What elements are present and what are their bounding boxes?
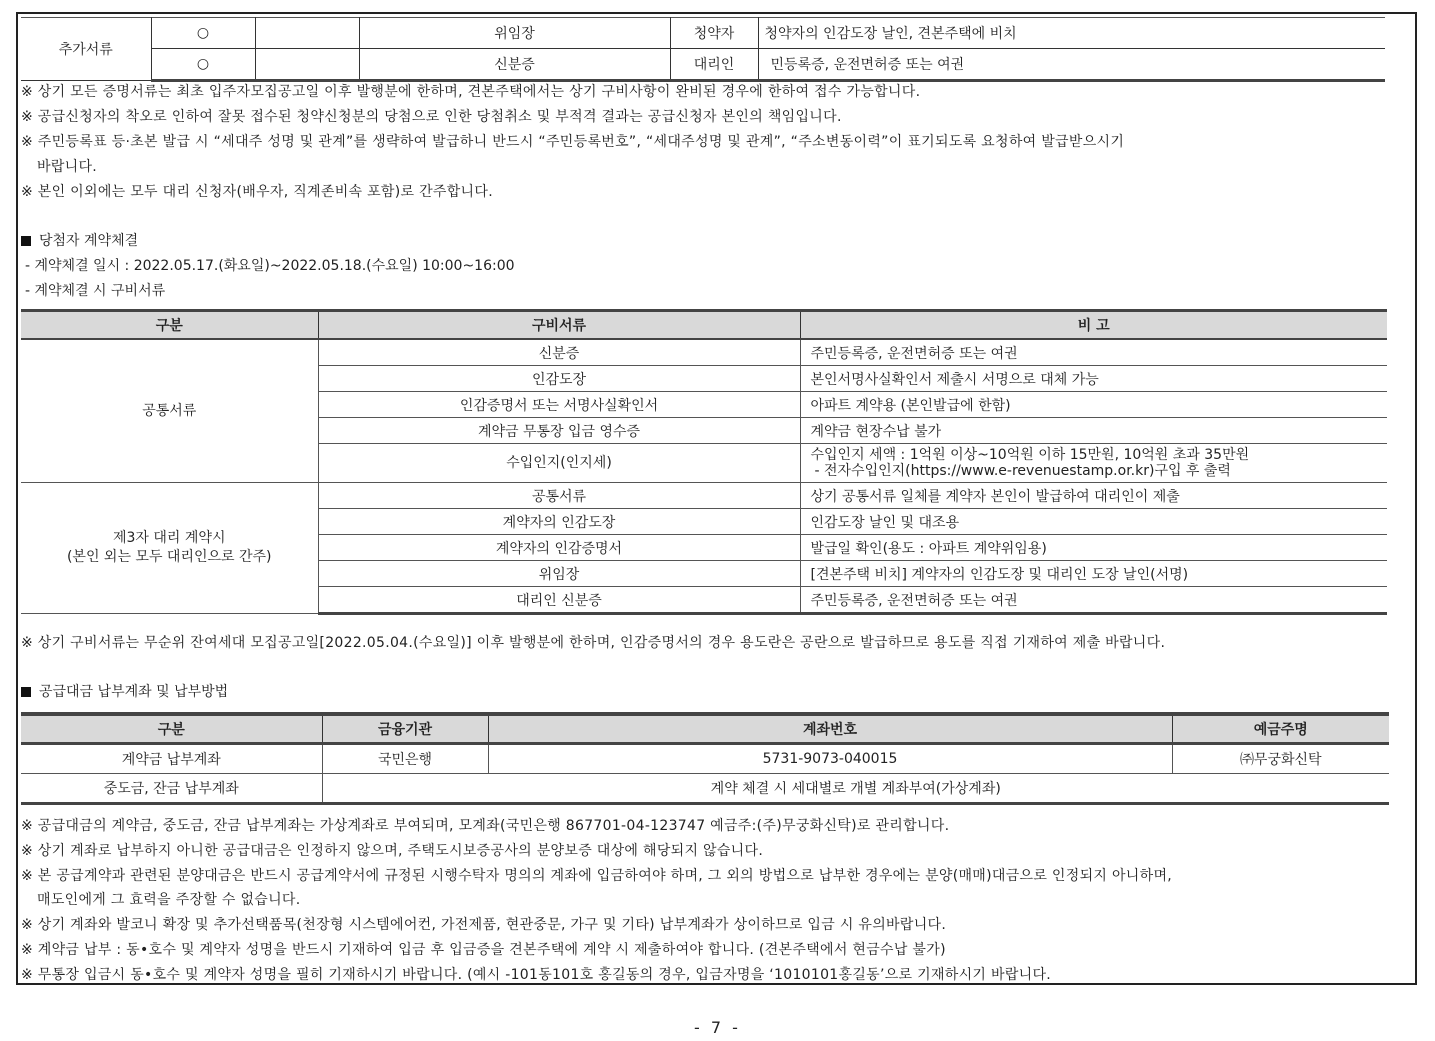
doc-remark: 아파트 계약용 (본인발급에 한함)	[800, 392, 1387, 418]
column-header: 구비서류	[318, 311, 800, 340]
category-cell: 추가서류	[21, 18, 151, 81]
check-mark: ○	[151, 49, 255, 81]
doc-remark: 인감도장 날인 및 대조용	[800, 509, 1387, 535]
doc-name: 계약금 무통장 입금 영수증	[318, 418, 800, 444]
column-header: 금융기관	[322, 714, 488, 744]
virtual-account-desc: 계약 체결 시 세대별로 개별 계좌부여(가상계좌)	[322, 774, 1389, 804]
applicant-type: 청약자	[670, 18, 758, 49]
e-stamp-line: - 전자수입인지(https://www.e-revenuestamp.or.kr)구입 후 출력	[814, 463, 1231, 479]
square-bullet-icon	[21, 236, 31, 246]
account-number: 5731-9073-040015	[488, 744, 1172, 774]
column-header: 계좌번호	[488, 714, 1172, 744]
additional-docs-table	[21, 17, 1385, 82]
doc-description: 청약자의 인감도장 날인, 견본주택에 비치	[758, 18, 1385, 49]
doc-name: 신분증	[359, 49, 670, 81]
table-header-row	[21, 311, 1387, 340]
note-line: ※ 계약금 납부 : 동•호수 및 계약자 성명을 반드시 기재하여 입금 후 입금증을 견본주택에 계약 시 제출하여야 합니다. (견본주택에서 현금수납 불가)	[21, 942, 946, 958]
doc-remark	[800, 444, 1387, 483]
column-header: 구분	[21, 311, 318, 340]
doc-name: 공통서류	[318, 483, 800, 509]
payment-type: 중도금, 잔금 납부계좌	[21, 774, 322, 804]
page-number: - 7 -	[694, 1018, 741, 1037]
column-header: 예금주명	[1172, 714, 1389, 744]
doc-remark: 주민등록증, 운전면허증 또는 여권	[800, 587, 1387, 614]
empty-cell	[255, 18, 359, 49]
table-row	[21, 744, 1389, 774]
doc-name: 대리인 신분증	[318, 587, 800, 614]
column-header: 비 고	[800, 311, 1387, 340]
table-row	[21, 18, 1385, 49]
empty-cell	[255, 49, 359, 81]
note-line: ※ 무통장 입금시 동•호수 및 계약자 성명을 필히 기재하시기 바랍니다. (예시 -101동101호 홍길동의 경우, 입금자명을 ‘1010101홍길동’으로 기재하시기 바랍니다.	[21, 967, 1052, 983]
group-proxy-contract: 제3자 대리 계약시 (본인 외는 모두 대리인으로 간주)	[21, 483, 318, 614]
square-bullet-icon	[21, 687, 31, 697]
column-header: 구분	[21, 714, 322, 744]
note-line: ※ 상기 계좌로 납부하지 아니한 공급대금은 인정하지 않으며, 주택도시보증공사의 분양보증 대상에 해당되지 않습니다.	[21, 843, 764, 859]
table-row	[21, 49, 1385, 81]
doc-remark: [견본주택 비치] 계약자의 인감도장 및 대리인 도장 날인(서명)	[800, 561, 1387, 587]
doc-name: 계약자의 인감증명서	[318, 535, 800, 561]
doc-remark: 계약금 현장수납 불가	[800, 418, 1387, 444]
required-docs-label: - 계약체결 시 구비서류	[25, 283, 166, 299]
note-line: ※ 주민등록표 등·초본 발급 시 “세대주 성명 및 관계”를 생략하여 발급하니 반드시 “주민등록번호”, “세대주성명 및 관계”, “주소변동이력”이 표기되도록 요청하여 발급받으시기	[21, 134, 1125, 150]
note-line: ※ 본 공급계약과 관련된 분양대금은 반드시 공급계약서에 규정된 시행수탁자 명의의 계좌에 입금하여야 하며, 그 외의 방법으로 납부한 경우에는 분양(매매)대금으로 인정되지 아니하며,	[21, 868, 1173, 884]
applicant-type: 대리인	[670, 49, 758, 81]
doc-name: 수입인지(인지세)	[318, 444, 800, 483]
doc-description: 민등록증, 운전면허증 또는 여권	[758, 49, 1385, 81]
table-row	[21, 339, 1387, 366]
note-line: 바랍니다.	[37, 159, 98, 175]
note-line: ※ 공급신청자의 착오로 인하여 잘못 접수된 청약신청분의 당첨으로 인한 당첨취소 및 부적격 결과는 공급신청자 본인의 책임입니다.	[21, 109, 842, 125]
note-line: ※ 상기 모든 증명서류는 최초 입주자모집공고일 이후 발행분에 한하며, 견본주택에서는 상기 구비사항이 완비된 경우에 한하여 접수 가능합니다.	[21, 84, 921, 100]
doc-name: 신분증	[318, 339, 800, 366]
check-mark: ○	[151, 18, 255, 49]
bank-name: 국민은행	[322, 744, 488, 774]
doc-remark: 상기 공통서류 일체를 계약자 본인이 발급하여 대리인이 제출	[800, 483, 1387, 509]
note-line: ※ 공급대금의 계약금, 중도금, 잔금 납부계좌는 가상계좌로 부여되며, 모계좌(국민은행 867701-04-123747 예금주:(주)무궁화신탁)로 관리합니다.	[21, 818, 950, 834]
account-holder: ㈜무궁화신탁	[1172, 744, 1389, 774]
payment-account-table	[21, 712, 1389, 805]
doc-remark: 발급일 확인(용도 : 아파트 계약위임용)	[800, 535, 1387, 561]
section-heading: 공급대금 납부계좌 및 납부방법	[21, 680, 228, 704]
doc-name: 인감증명서 또는 서명사실확인서	[318, 392, 800, 418]
note-line: 매도인에게 그 효력을 주장할 수 없습니다.	[37, 892, 301, 908]
doc-name: 위임장	[318, 561, 800, 587]
payment-type: 계약금 납부계좌	[21, 744, 322, 774]
table-header-row	[21, 714, 1389, 744]
stamp-tax-line: 수입인지 세액 : 1억원 이상~10억원 이하 15만원, 10억원 초과 35만원	[810, 447, 1250, 463]
contract-docs-table	[21, 309, 1387, 615]
doc-name: 인감도장	[318, 366, 800, 392]
section-heading: 당첨자 계약체결	[21, 229, 138, 253]
doc-remark: 주민등록증, 운전면허증 또는 여권	[800, 339, 1387, 366]
contract-schedule: - 계약체결 일시 : 2022.05.17.(화요일)~2022.05.18.(수요일) 10:00~16:00	[25, 258, 515, 274]
doc-name: 위임장	[359, 18, 670, 49]
docs-note: ※ 상기 구비서류는 무순위 잔여세대 모집공고일[2022.05.04.(수요일)] 이후 발행분에 한하며, 인감증명서의 경우 용도란은 공란으로 발급하므로 용도를 직접 기재하여 제출 바랍니다.	[21, 635, 1166, 651]
group-common-docs: 공통서류	[21, 339, 318, 483]
doc-name: 계약자의 인감도장	[318, 509, 800, 535]
table-row	[21, 774, 1389, 804]
doc-remark: 본인서명사실확인서 제출시 서명으로 대체 가능	[800, 366, 1387, 392]
note-line: ※ 상기 계좌와 발코니 확장 및 추가선택품목(천장형 시스템에어컨, 가전제품, 현관중문, 가구 및 기타) 납부계좌가 상이하므로 입금 시 유의바랍니다.	[21, 917, 947, 933]
note-line: ※ 본인 이외에는 모두 대리 신청자(배우자, 직계존비속 포함)로 간주합니다.	[21, 184, 493, 200]
table-row	[21, 483, 1387, 509]
